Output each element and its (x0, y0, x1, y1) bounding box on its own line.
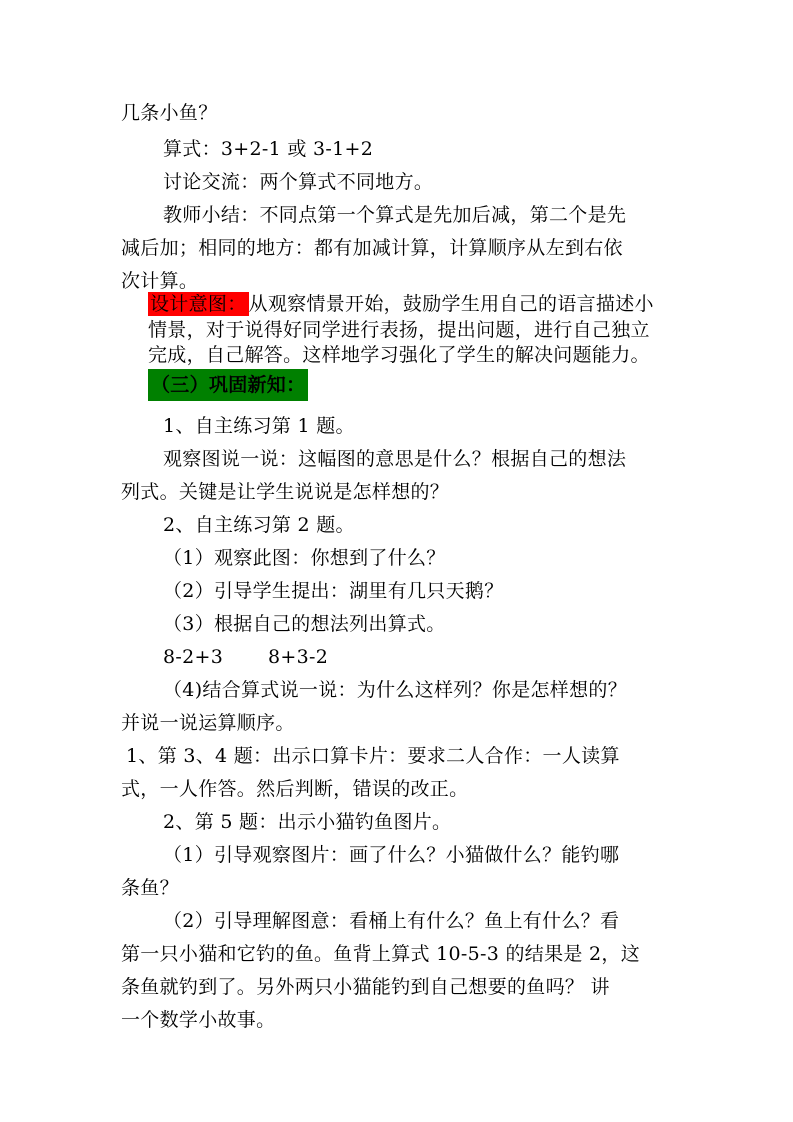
text-line: （1）观察此图：你想到了什么？ (163, 547, 446, 569)
text-line: 算式：3+2-1 或 3-1+2 (163, 138, 374, 160)
text-line: （3）根据自己的想法列出算式。 (163, 613, 446, 635)
text-line: 条鱼就钓到了。另外两只小猫能钓到自己想要的鱼吗？ 讲 (121, 976, 610, 998)
text-line: 讨论交流：两个算式不同地方。 (163, 171, 434, 193)
text-line: 情景，对于说得好同学进行表扬，提出问题，进行自己独立 (148, 319, 650, 341)
text-line: 完成，自己解答。这样地学习强化了学生的解决问题能力。 (148, 344, 650, 366)
text-line: 1、自主练习第 1 题。 (163, 415, 355, 437)
text-line: 1、第 3、4 题：出示口算卡片：要求二人合作：一人读算 (126, 745, 620, 767)
text-line: 减后加；相同的地方：都有加减计算，计算顺序从左到右依 (121, 237, 623, 259)
text-line: 2、第 5 题：出示小猫钓鱼图片。 (163, 811, 452, 833)
text-line: 教师小结：不同点第一个算式是先加后减，第二个是先 (163, 204, 627, 226)
text-line: 观察图说一说：这幅图的意思是什么？根据自己的想法 (163, 448, 627, 470)
text-line: 列式。关键是让学生说说是怎样想的？ (121, 481, 450, 503)
text-line: 几条小鱼？ (121, 102, 218, 124)
text-line: 次计算。 (121, 270, 199, 292)
section-heading: （三）巩固新知： (151, 374, 306, 396)
text-line: 式，一人作答。然后判断，错误的改正。 (121, 778, 469, 800)
design-intent-line (148, 292, 654, 316)
design-intent-text: 从观察情景开始，鼓励学生用自己的语言描述小 (248, 293, 654, 315)
text-line: （2）引导理解图意：看桶上有什么？鱼上有什么？看 (163, 910, 620, 932)
text-line: 条鱼？ (121, 877, 179, 899)
text-line: （1）引导观察图片：画了什么？小猫做什么？能钓哪 (163, 844, 620, 866)
text-line: （2）引导学生提出：湖里有几只天鹅？ (163, 580, 504, 602)
text-line: 8-2+3 8+3-2 (163, 646, 329, 668)
text-line: 第一只小猫和它钓的鱼。鱼背上算式 10-5-3 的结果是 2，这 (121, 943, 641, 965)
text-line: （4)结合算式说一说：为什么这样列？你是怎样想的？ (163, 679, 628, 701)
text-line: 2、自主练习第 2 题。 (163, 514, 355, 536)
design-intent-label: 设计意图： (150, 293, 247, 315)
text-line: 一个数学小故事。 (121, 1009, 276, 1031)
text-line: 并说一说运算顺序。 (121, 712, 295, 734)
